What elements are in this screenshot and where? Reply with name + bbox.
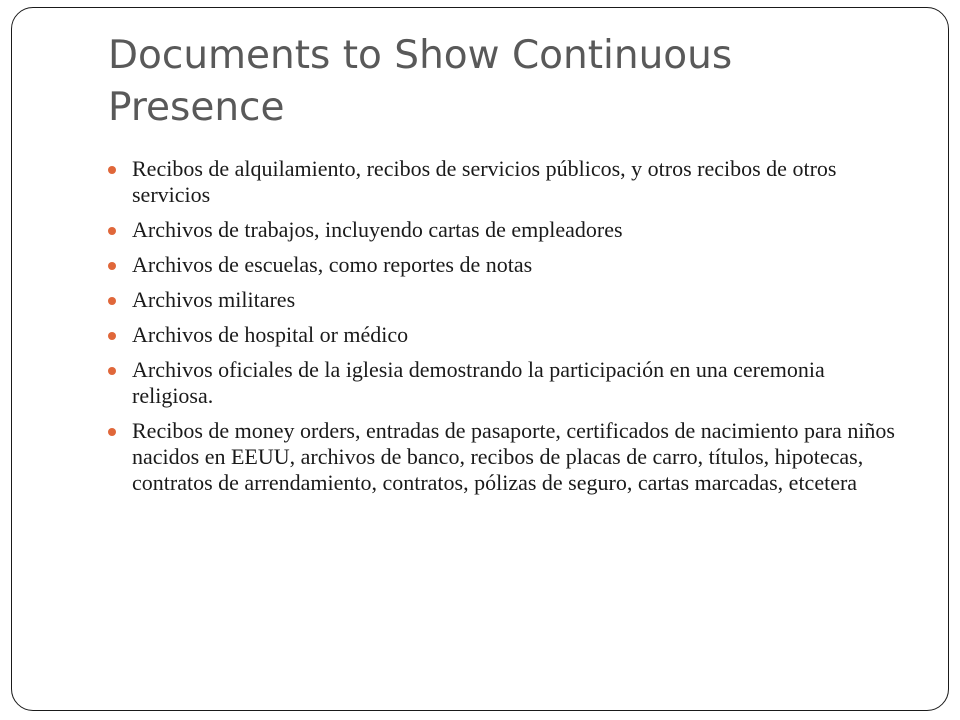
bullet-text: Archivos de escuelas, como reportes de notas	[132, 252, 533, 277]
bullet-text: Archivos oficiales de la iglesia demostrando la participación en una ceremonia religiosa.	[132, 357, 825, 408]
bullet-dot-icon	[108, 367, 116, 375]
bullet-dot-icon	[108, 227, 116, 235]
bullet-dot-icon	[108, 428, 116, 436]
bullet-item	[108, 357, 908, 409]
slide-title: Documents to Show Continuous Presence	[108, 33, 733, 130]
bullet-dot-icon	[108, 166, 116, 174]
bullet-item	[108, 217, 908, 243]
bullet-item	[108, 322, 908, 348]
bullet-item	[108, 156, 908, 208]
bullet-dot-icon	[108, 262, 116, 270]
bullet-text: Recibos de alquilamiento, recibos de servicios públicos, y otros recibos de otros servicios	[132, 156, 837, 207]
bullet-text: Archivos militares	[132, 287, 296, 312]
bullet-dot-icon	[108, 332, 116, 340]
bullet-text: Recibos de money orders, entradas de pasaporte, certificados de nacimiento para niños nacidos en EEUU, archivos de banco, recibos de placas de carro, títulos, hipotecas, contratos de arrendamiento, contratos, pólizas de seguro, cartas marcadas, etcetera	[132, 418, 895, 495]
bullet-text: Archivos de hospital or médico	[132, 322, 409, 347]
bullet-item	[108, 287, 908, 313]
bullet-list	[108, 156, 908, 505]
bullet-item	[108, 252, 908, 278]
bullet-text: Archivos de trabajos, incluyendo cartas de empleadores	[132, 217, 623, 242]
bullet-dot-icon	[108, 297, 116, 305]
bullet-item	[108, 418, 908, 496]
